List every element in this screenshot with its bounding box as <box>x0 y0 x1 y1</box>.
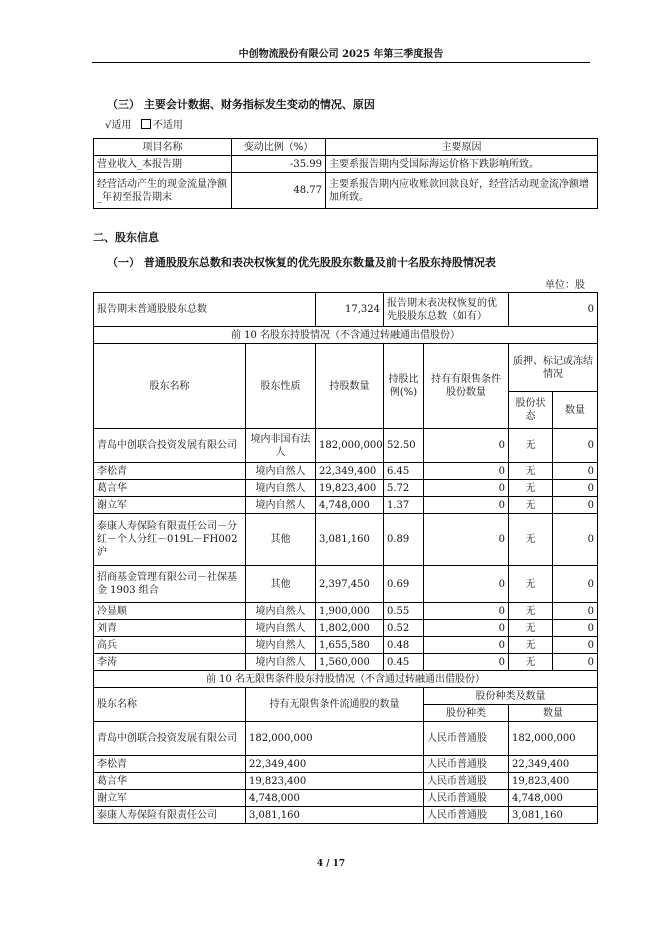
unres-header-kind-group: 股份种类及数量 <box>424 688 598 705</box>
col-header-pledge-count: 数量 <box>553 392 598 429</box>
table-row: 经营活动产生的现金流量净额_年初至报告期末 48.77 主要系报告期内应收账款回款良好，经营活动现金流净额增加所致。 <box>94 173 598 209</box>
total-holders-label: 报告期末普通股股东总数 <box>94 293 316 327</box>
col-header-shares: 持股数量 <box>316 344 384 429</box>
table-row: 冷显顺 境内自然人 1,900,000 0.55 0 无 0 <box>94 603 598 620</box>
table-row: 高兵 境内自然人 1,655,580 0.48 0 无 0 <box>94 637 598 654</box>
table-row: 李松青 境内自然人 22,349,400 6.45 0 无 0 <box>94 463 598 480</box>
col-header-ratio: 持股比例(%) <box>384 344 424 429</box>
table-row: 青岛中创联合投资发展有限公司 境内非国有法人 182,000,000 52.50 0 无 0 <box>94 429 598 463</box>
table-row: 青岛中创联合投资发展有限公司 182,000,000 人民币普通股 182,000,000 <box>94 722 598 756</box>
table-row: 招商基金管理有限公司－社保基金 1903 组合 其他 2,397,450 0.69 0 无 0 <box>94 566 598 603</box>
unit-label: 单位：股 <box>545 280 585 291</box>
changes-table <box>93 138 598 209</box>
unrestricted-caption: 前 10 名无限售条件股东持股情况（不含通过转融通出借股份） <box>94 671 598 688</box>
col-header-pledge: 质押、标记或冻结情况 <box>509 344 598 392</box>
table-row: 李涛 境内自然人 1,560,000 0.45 0 无 0 <box>94 654 598 671</box>
changes-header-name: 项目名称 <box>94 139 232 156</box>
table-row: 葛言华 境内自然人 19,823,400 5.72 0 无 0 <box>94 480 598 497</box>
header-divider <box>92 62 590 63</box>
total-holders-value: 17,324 <box>316 293 384 327</box>
applicable-label: 适用 <box>111 120 132 131</box>
not-applicable-label: 不适用 <box>152 120 183 131</box>
col-header-restricted: 持有有限售条件股份数量 <box>424 344 509 429</box>
table-row: 泰康人寿保险有限责任公司－分红－个人分红－019L－FH002 沪 其他 3,081,160 0.89 0 无 0 <box>94 514 598 566</box>
applicable-row <box>105 116 183 131</box>
table-row: 泰康人寿保险有限责任公司 3,081,160 人民币普通股 3,081,160 <box>94 807 598 824</box>
unres-header-name: 股东名称 <box>94 688 246 722</box>
pref-holders-label: 报告期末表决权恢复的优先股股东总数（如有） <box>384 293 509 327</box>
col-header-nature: 股东性质 <box>246 344 316 429</box>
section-3-title: （三） 主要会计数据、财务指标发生变动的情况、原因 <box>107 98 375 111</box>
report-header: 中创物流股份有限公司 2025 年第三季度报告 <box>238 49 444 60</box>
table-row: 葛言华 19,823,400 人民币普通股 19,823,400 <box>94 773 598 790</box>
table-row: 谢立军 4,748,000 人民币普通股 4,748,000 <box>94 790 598 807</box>
unres-header-qty: 持有无限售条件流通股的数量 <box>246 688 424 722</box>
unres-header-count: 数量 <box>509 705 598 722</box>
changes-header-reason: 主要原因 <box>326 139 598 156</box>
table-row: 李松青 22,349,400 人民币普通股 22,349,400 <box>94 756 598 773</box>
shareholders-table <box>93 292 598 824</box>
col-header-name: 股东名称 <box>94 344 246 429</box>
check-mark-icon: √ <box>105 120 112 131</box>
section-2-title: 二、股东信息 <box>93 231 159 244</box>
col-header-pledge-status: 股份状态 <box>509 392 553 429</box>
checkbox-icon <box>141 119 151 129</box>
table-row: 刘青 境内自然人 1,802,000 0.52 0 无 0 <box>94 620 598 637</box>
pref-holders-value: 0 <box>509 293 598 327</box>
unres-header-kind: 股份种类 <box>424 705 509 722</box>
page-number: 4 / 17 <box>316 859 346 869</box>
table-row: 营业收入_本报告期 -35.99 主要系报告期内受国际海运价格下跌影响所致。 <box>94 156 598 173</box>
changes-header-pct: 变动比例（%） <box>232 139 326 156</box>
subsection-1-title: （一） 普通股股东总数和表决权恢复的优先股股东数量及前十名股东持股情况表 <box>107 256 496 269</box>
table-row: 谢立军 境内自然人 4,748,000 1.37 0 无 0 <box>94 497 598 514</box>
top10-caption: 前 10 名股东持股情况（不含通过转融通出借股份） <box>94 327 598 344</box>
